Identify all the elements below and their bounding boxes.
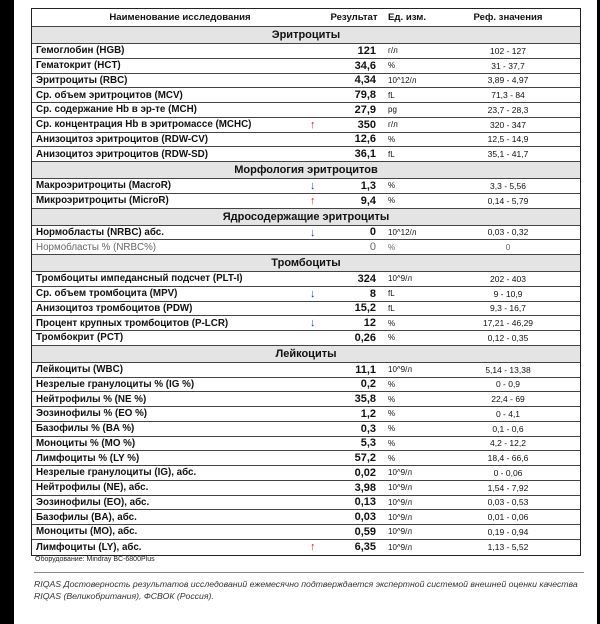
unit-value: 10^9/л: [388, 497, 412, 507]
reference-value: 202 - 403: [490, 273, 526, 284]
header-name: Наименование исследования: [109, 12, 251, 23]
table-row: [32, 510, 580, 525]
result-value: 9,4: [360, 194, 376, 207]
result-value: 12: [363, 317, 376, 330]
table-row: [32, 331, 580, 346]
result-value: 79,8: [354, 89, 376, 102]
arrow-down-icon: ↓: [310, 226, 316, 239]
test-name: Гематокрит (HCT): [36, 60, 121, 72]
arrow-up-icon: ↑: [310, 540, 316, 553]
test-name: Нормобласты (NRBC) абс.: [36, 226, 164, 238]
arrow-down-icon: ↓: [310, 180, 316, 192]
unit-value: fL: [388, 303, 395, 313]
results-table: [31, 8, 581, 556]
reference-value: 0 - 0,06: [493, 467, 523, 478]
unit-value: 10^9/л: [388, 483, 412, 493]
table-row: [32, 437, 580, 452]
table-row: [32, 240, 580, 255]
table-row: [32, 525, 580, 540]
test-name: Ср. объем эритроцитов (MCV): [36, 89, 183, 101]
unit-value: %: [388, 134, 396, 144]
test-name: Процент крупных тромбоцитов (P-LCR): [36, 317, 229, 329]
result-value: 3,98: [354, 481, 376, 494]
test-name: Тромбокрит (PCT): [36, 332, 124, 344]
reference-value: 12,5 - 14,9: [487, 134, 529, 145]
equipment-note: Оборудование: Mindray BC-6800Plus: [35, 556, 155, 563]
table-row: [32, 466, 580, 481]
reference-value: 0,14 - 5,79: [487, 195, 529, 206]
test-name: Лимфоциты % (LY %): [36, 452, 140, 464]
reference-value: 22,4 - 69: [491, 394, 525, 405]
reference-value: 71,3 - 84: [491, 90, 525, 101]
reference-value: 17,21 - 46,29: [482, 318, 534, 329]
reference-value: 0: [505, 242, 511, 253]
result-value: 0,2: [360, 378, 376, 391]
test-name: Нейтрофилы (NE), абс.: [36, 482, 149, 494]
table-row: [32, 496, 580, 511]
result-value: 35,8: [354, 393, 376, 406]
result-value: 0,02: [354, 466, 376, 479]
reference-value: 0,12 - 0,35: [487, 332, 529, 343]
unit-value: fL: [388, 90, 395, 100]
reference-value: 0,1 - 0,6: [492, 423, 524, 434]
test-name: Базофилы (BA), абс.: [36, 511, 137, 523]
result-value: 350: [357, 118, 376, 131]
quality-note: RIQAS Достоверность результатов исследований ежемесячно подтверждается экспертной системой внешней оценки качества RIQAS (Великобритания), ФСВОК (Россия).: [34, 572, 584, 602]
test-name: Моноциты (MO), абс.: [36, 526, 138, 538]
test-name: Незрелые гранулоциты % (IG %): [36, 378, 195, 390]
section-header: Тромбоциты: [32, 255, 580, 272]
reference-value: 102 - 127: [490, 45, 526, 56]
arrow-down-icon: ↓: [310, 317, 316, 330]
unit-value: %: [388, 318, 396, 328]
table-row: [32, 44, 580, 59]
section-header: Эритроциты: [32, 27, 580, 44]
unit-value: г/л: [388, 46, 398, 56]
unit-value: %: [388, 196, 396, 206]
unit-value: 10^9/л: [388, 365, 412, 375]
reference-value: 0,19 - 0,94: [487, 526, 529, 537]
table-row: [32, 540, 580, 555]
test-name: Лимфоциты (LY), абс.: [36, 541, 142, 553]
reference-value: 320 - 347: [490, 119, 526, 130]
reference-value: 0,01 - 0,06: [487, 512, 529, 523]
unit-value: %: [388, 379, 396, 389]
table-row: [32, 451, 580, 466]
result-value: 0,03: [354, 511, 376, 524]
test-name: Базофилы % (BA %): [36, 423, 135, 435]
test-name: Анизоцитоз эритроцитов (RDW-SD): [36, 148, 209, 160]
result-value: 121: [357, 44, 376, 57]
test-name: Эозинофилы % (EO %): [36, 408, 148, 420]
section-header: Морфология эритроцитов: [32, 162, 580, 179]
reference-value: 0 - 4,1: [495, 408, 521, 419]
table-row: [32, 59, 580, 74]
result-value: 34,6: [354, 59, 376, 72]
table-header: [32, 9, 580, 27]
test-name: Микроэритроциты (MicroR): [36, 195, 169, 207]
result-value: 4,34: [354, 74, 376, 87]
unit-value: 10^9/л: [388, 274, 412, 284]
table-row: [32, 302, 580, 317]
table-row: [32, 88, 580, 103]
table-row: [32, 407, 580, 422]
table-row: [32, 103, 580, 118]
reference-value: 5,14 - 13,38: [485, 364, 531, 375]
table-row: [32, 481, 580, 496]
unit-value: г/л: [388, 120, 398, 130]
result-value: 12,6: [354, 133, 376, 146]
result-value: 0,59: [354, 525, 376, 538]
test-name: Лейкоциты (WBC): [36, 364, 123, 376]
reference-value: 0,03 - 0,53: [487, 497, 529, 508]
reference-value: 23,7 - 28,3: [487, 104, 529, 115]
test-name: Анизоцитоз эритроцитов (RDW-CV): [36, 133, 209, 145]
result-value: 57,2: [354, 452, 376, 465]
section-header: Ядросодержащие эритроциты: [32, 209, 580, 226]
table-row: [32, 363, 580, 378]
header-result: Результат: [330, 12, 378, 23]
unit-value: %: [388, 438, 396, 448]
reference-value: 9 - 10,9: [493, 288, 523, 299]
unit-value: %: [388, 61, 396, 71]
test-name: Тромбоциты импедансный подсчет (PLT-I): [36, 273, 243, 285]
result-value: 27,9: [354, 103, 376, 116]
report-sheet: [14, 0, 597, 624]
table-row: [32, 74, 580, 89]
unit-value: 10^9/л: [388, 512, 412, 522]
result-value: 6,35: [354, 541, 376, 554]
table-row: [32, 133, 580, 148]
test-name: Нормобласты % (NRBC%): [36, 241, 157, 253]
result-value: 0,13: [354, 496, 376, 509]
test-name: Макроэритроциты (MacroR): [36, 180, 172, 192]
result-value: 1,2: [360, 407, 376, 420]
result-value: 0: [369, 226, 376, 239]
unit-value: pg: [388, 105, 397, 115]
reference-value: 31 - 37,7: [491, 60, 525, 71]
unit-value: %: [388, 409, 396, 419]
table-row: [32, 226, 580, 241]
unit-value: 10^9/л: [388, 468, 412, 478]
test-name: Ср. содержание Hb в эр-те (MCH): [36, 104, 197, 116]
unit-value: 10^9/л: [388, 542, 412, 552]
section-header: Лейкоциты: [32, 346, 580, 363]
result-value: 5,3: [360, 437, 376, 450]
table-row: [32, 194, 580, 209]
result-value: 36,1: [354, 148, 376, 161]
reference-value: 35,1 - 41,7: [487, 149, 529, 160]
result-value: 8: [369, 287, 376, 300]
reference-value: 1,54 - 7,92: [487, 482, 529, 493]
result-value: 324: [357, 272, 376, 285]
test-name: Анизоцитоз тромбоцитов (PDW): [36, 302, 193, 314]
result-value: 11,1: [355, 363, 376, 376]
unit-value: %: [388, 453, 396, 463]
result-value: 0,26: [354, 331, 376, 344]
unit-value: fL: [388, 289, 395, 299]
test-name: Эозинофилы (EO), абс.: [36, 496, 150, 508]
test-name: Ср. объем тромбоцита (MPV): [36, 288, 178, 300]
test-name: Нейтрофилы % (NE %): [36, 393, 147, 405]
unit-value: %: [388, 394, 396, 404]
table-row: [32, 272, 580, 287]
table-row: [32, 392, 580, 407]
table-row: [32, 147, 580, 162]
table-row: [32, 179, 580, 194]
header-unit: Ед. изм.: [388, 12, 427, 23]
unit-value: %: [388, 333, 396, 343]
result-value: 0: [369, 241, 376, 254]
table-row: [32, 118, 580, 133]
reference-value: 1,13 - 5,52: [487, 542, 529, 553]
reference-value: 3,89 - 4,97: [487, 75, 529, 86]
arrow-up-icon: ↑: [310, 194, 316, 207]
reference-value: 9,3 - 16,7: [490, 303, 526, 314]
test-name: Гемоглобин (HGB): [36, 45, 125, 57]
reference-value: 3,3 - 5,56: [490, 180, 526, 191]
arrow-up-icon: ↑: [310, 118, 316, 131]
reference-value: 0 - 0,9: [495, 379, 521, 390]
reference-value: 18,4 - 66,6: [487, 453, 529, 464]
test-name: Ср. концентрация Hb в эритромассе (MCHC): [36, 119, 252, 131]
table-row: [32, 287, 580, 302]
unit-value: 10^12/л: [388, 75, 417, 85]
unit-value: fL: [388, 149, 395, 159]
test-name: Эритроциты (RBC): [36, 74, 128, 86]
unit-value: 10^12/л: [388, 227, 417, 237]
header-ref: Реф. значения: [473, 12, 543, 23]
table-row: [32, 378, 580, 393]
reference-value: 0,03 - 0,32: [487, 227, 529, 238]
unit-value: %: [388, 242, 396, 252]
unit-value: %: [388, 424, 396, 434]
result-value: 0,3: [360, 422, 376, 435]
arrow-down-icon: ↓: [310, 287, 316, 300]
test-name: Незрелые гранулоциты (IG), абс.: [36, 467, 197, 479]
unit-value: 10^9/л: [388, 527, 412, 537]
table-row: [32, 422, 580, 437]
result-value: 15,2: [354, 302, 376, 315]
table-row: [32, 316, 580, 331]
reference-value: 4,2 - 12,2: [490, 438, 526, 449]
test-name: Моноциты % (MO %): [36, 437, 136, 449]
result-value: 1,3: [360, 179, 376, 192]
unit-value: %: [388, 181, 396, 191]
